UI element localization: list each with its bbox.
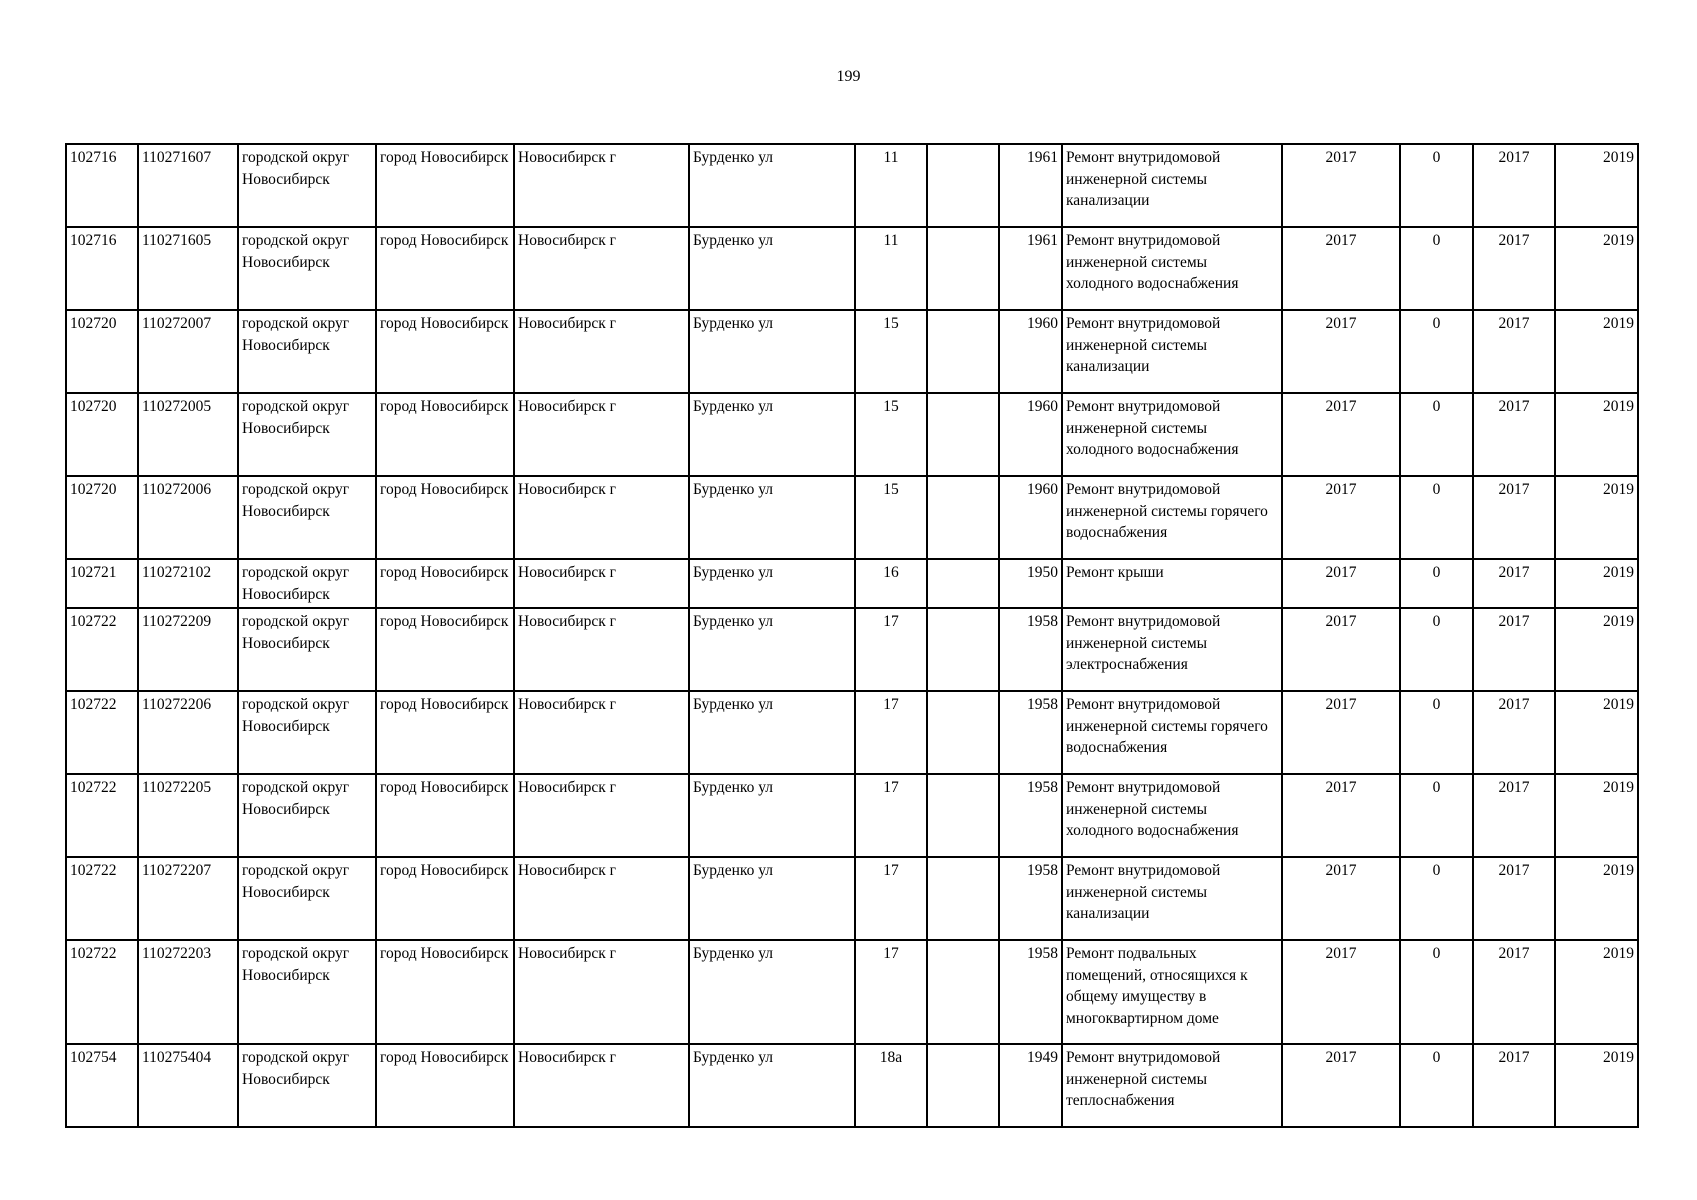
settlement-cell: город Новосибирск bbox=[376, 940, 514, 1044]
settlement-cell: город Новосибирск bbox=[376, 227, 514, 310]
building-cell bbox=[927, 310, 999, 393]
settlement-cell: город Новосибирск bbox=[376, 310, 514, 393]
city-cell: Новосибирск г bbox=[514, 691, 689, 774]
planned-year-cell: 2017 bbox=[1282, 476, 1400, 559]
end-year-cell: 2019 bbox=[1555, 774, 1638, 857]
work-type-cell: Ремонт внутридомовой инженерной системы холодного водоснабжения bbox=[1062, 774, 1282, 857]
street-cell: Бурденко ул bbox=[689, 310, 855, 393]
table-row bbox=[66, 393, 1638, 476]
year-built-cell: 1949 bbox=[999, 1044, 1062, 1127]
street-cell: Бурденко ул bbox=[689, 691, 855, 774]
street-cell: Бурденко ул bbox=[689, 227, 855, 310]
table-row bbox=[66, 144, 1638, 227]
record-id-cell: 102716 bbox=[66, 227, 138, 310]
table-row bbox=[66, 559, 1638, 608]
zero-value-cell: 0 bbox=[1400, 940, 1473, 1044]
street-cell: Бурденко ул bbox=[689, 608, 855, 691]
start-year-cell: 2017 bbox=[1473, 1044, 1555, 1127]
record-id-cell: 102721 bbox=[66, 559, 138, 608]
city-cell: Новосибирск г bbox=[514, 857, 689, 940]
house-number-cell: 16 bbox=[855, 559, 927, 608]
work-code-cell: 110272102 bbox=[138, 559, 238, 608]
street-cell: Бурденко ул bbox=[689, 940, 855, 1044]
start-year-cell: 2017 bbox=[1473, 940, 1555, 1044]
end-year-cell: 2019 bbox=[1555, 940, 1638, 1044]
settlement-cell: город Новосибирск bbox=[376, 774, 514, 857]
work-code-cell: 110271607 bbox=[138, 144, 238, 227]
year-built-cell: 1960 bbox=[999, 476, 1062, 559]
house-number-cell: 11 bbox=[855, 227, 927, 310]
street-cell: Бурденко ул bbox=[689, 774, 855, 857]
city-cell: Новосибирск г bbox=[514, 774, 689, 857]
planned-year-cell: 2017 bbox=[1282, 227, 1400, 310]
registry-table bbox=[65, 143, 1639, 1128]
start-year-cell: 2017 bbox=[1473, 393, 1555, 476]
street-cell: Бурденко ул bbox=[689, 393, 855, 476]
end-year-cell: 2019 bbox=[1555, 310, 1638, 393]
table-row bbox=[66, 691, 1638, 774]
district-cell: городской округ Новосибирск bbox=[238, 476, 376, 559]
year-built-cell: 1958 bbox=[999, 774, 1062, 857]
city-cell: Новосибирск г bbox=[514, 559, 689, 608]
work-type-cell: Ремонт внутридомовой инженерной системы теплоснабжения bbox=[1062, 1044, 1282, 1127]
work-type-cell: Ремонт внутридомовой инженерной системы канализации bbox=[1062, 857, 1282, 940]
district-cell: городской округ Новосибирск bbox=[238, 227, 376, 310]
street-cell: Бурденко ул bbox=[689, 476, 855, 559]
settlement-cell: город Новосибирск bbox=[376, 144, 514, 227]
street-cell: Бурденко ул bbox=[689, 559, 855, 608]
work-type-cell: Ремонт внутридомовой инженерной системы горячего водоснабжения bbox=[1062, 476, 1282, 559]
table-row bbox=[66, 608, 1638, 691]
settlement-cell: город Новосибирск bbox=[376, 608, 514, 691]
work-code-cell: 110272007 bbox=[138, 310, 238, 393]
city-cell: Новосибирск г bbox=[514, 227, 689, 310]
city-cell: Новосибирск г bbox=[514, 144, 689, 227]
street-cell: Бурденко ул bbox=[689, 1044, 855, 1127]
work-code-cell: 110271605 bbox=[138, 227, 238, 310]
house-number-cell: 17 bbox=[855, 691, 927, 774]
house-number-cell: 18а bbox=[855, 1044, 927, 1127]
end-year-cell: 2019 bbox=[1555, 144, 1638, 227]
building-cell bbox=[927, 1044, 999, 1127]
work-code-cell: 110272005 bbox=[138, 393, 238, 476]
page-number: 199 bbox=[836, 68, 861, 85]
district-cell: городской округ Новосибирск bbox=[238, 310, 376, 393]
end-year-cell: 2019 bbox=[1555, 1044, 1638, 1127]
work-code-cell: 110272203 bbox=[138, 940, 238, 1044]
planned-year-cell: 2017 bbox=[1282, 608, 1400, 691]
zero-value-cell: 0 bbox=[1400, 310, 1473, 393]
year-built-cell: 1960 bbox=[999, 310, 1062, 393]
zero-value-cell: 0 bbox=[1400, 559, 1473, 608]
zero-value-cell: 0 bbox=[1400, 857, 1473, 940]
end-year-cell: 2019 bbox=[1555, 691, 1638, 774]
record-id-cell: 102716 bbox=[66, 144, 138, 227]
record-id-cell: 102720 bbox=[66, 393, 138, 476]
settlement-cell: город Новосибирск bbox=[376, 691, 514, 774]
end-year-cell: 2019 bbox=[1555, 608, 1638, 691]
record-id-cell: 102754 bbox=[66, 1044, 138, 1127]
start-year-cell: 2017 bbox=[1473, 774, 1555, 857]
end-year-cell: 2019 bbox=[1555, 857, 1638, 940]
district-cell: городской округ Новосибирск bbox=[238, 1044, 376, 1127]
planned-year-cell: 2017 bbox=[1282, 310, 1400, 393]
city-cell: Новосибирск г bbox=[514, 310, 689, 393]
settlement-cell: город Новосибирск bbox=[376, 476, 514, 559]
start-year-cell: 2017 bbox=[1473, 857, 1555, 940]
building-cell bbox=[927, 691, 999, 774]
table-row bbox=[66, 227, 1638, 310]
work-code-cell: 110275404 bbox=[138, 1044, 238, 1127]
district-cell: городской округ Новосибирск bbox=[238, 608, 376, 691]
end-year-cell: 2019 bbox=[1555, 476, 1638, 559]
district-cell: городской округ Новосибирск bbox=[238, 857, 376, 940]
record-id-cell: 102720 bbox=[66, 310, 138, 393]
street-cell: Бурденко ул bbox=[689, 857, 855, 940]
house-number-cell: 17 bbox=[855, 940, 927, 1044]
district-cell: городской округ Новосибирск bbox=[238, 691, 376, 774]
record-id-cell: 102720 bbox=[66, 476, 138, 559]
building-cell bbox=[927, 940, 999, 1044]
planned-year-cell: 2017 bbox=[1282, 559, 1400, 608]
work-type-cell: Ремонт внутридомовой инженерной системы канализации bbox=[1062, 310, 1282, 393]
district-cell: городской округ Новосибирск bbox=[238, 144, 376, 227]
planned-year-cell: 2017 bbox=[1282, 144, 1400, 227]
zero-value-cell: 0 bbox=[1400, 774, 1473, 857]
table-row bbox=[66, 774, 1638, 857]
city-cell: Новосибирск г bbox=[514, 1044, 689, 1127]
work-code-cell: 110272207 bbox=[138, 857, 238, 940]
work-type-cell: Ремонт внутридомовой инженерной системы электроснабжения bbox=[1062, 608, 1282, 691]
end-year-cell: 2019 bbox=[1555, 393, 1638, 476]
table-row bbox=[66, 857, 1638, 940]
work-type-cell: Ремонт внутридомовой инженерной системы холодного водоснабжения bbox=[1062, 227, 1282, 310]
district-cell: городской округ Новосибирск bbox=[238, 559, 376, 608]
year-built-cell: 1961 bbox=[999, 227, 1062, 310]
record-id-cell: 102722 bbox=[66, 857, 138, 940]
building-cell bbox=[927, 393, 999, 476]
building-cell bbox=[927, 144, 999, 227]
zero-value-cell: 0 bbox=[1400, 476, 1473, 559]
start-year-cell: 2017 bbox=[1473, 691, 1555, 774]
year-built-cell: 1958 bbox=[999, 608, 1062, 691]
house-number-cell: 11 bbox=[855, 144, 927, 227]
house-number-cell: 15 bbox=[855, 393, 927, 476]
year-built-cell: 1958 bbox=[999, 691, 1062, 774]
district-cell: городской округ Новосибирск bbox=[238, 393, 376, 476]
year-built-cell: 1958 bbox=[999, 940, 1062, 1044]
zero-value-cell: 0 bbox=[1400, 227, 1473, 310]
work-type-cell: Ремонт крыши bbox=[1062, 559, 1282, 608]
work-code-cell: 110272206 bbox=[138, 691, 238, 774]
planned-year-cell: 2017 bbox=[1282, 940, 1400, 1044]
settlement-cell: город Новосибирск bbox=[376, 857, 514, 940]
city-cell: Новосибирск г bbox=[514, 608, 689, 691]
settlement-cell: город Новосибирск bbox=[376, 393, 514, 476]
table-row bbox=[66, 1044, 1638, 1127]
city-cell: Новосибирск г bbox=[514, 476, 689, 559]
building-cell bbox=[927, 857, 999, 940]
house-number-cell: 15 bbox=[855, 310, 927, 393]
year-built-cell: 1950 bbox=[999, 559, 1062, 608]
settlement-cell: город Новосибирск bbox=[376, 1044, 514, 1127]
year-built-cell: 1958 bbox=[999, 857, 1062, 940]
building-cell bbox=[927, 476, 999, 559]
house-number-cell: 17 bbox=[855, 774, 927, 857]
work-type-cell: Ремонт внутридомовой инженерной системы холодного водоснабжения bbox=[1062, 393, 1282, 476]
work-code-cell: 110272006 bbox=[138, 476, 238, 559]
record-id-cell: 102722 bbox=[66, 608, 138, 691]
zero-value-cell: 0 bbox=[1400, 144, 1473, 227]
building-cell bbox=[927, 774, 999, 857]
planned-year-cell: 2017 bbox=[1282, 1044, 1400, 1127]
end-year-cell: 2019 bbox=[1555, 559, 1638, 608]
house-number-cell: 17 bbox=[855, 857, 927, 940]
zero-value-cell: 0 bbox=[1400, 1044, 1473, 1127]
district-cell: городской округ Новосибирск bbox=[238, 940, 376, 1044]
table-row bbox=[66, 476, 1638, 559]
city-cell: Новосибирск г bbox=[514, 393, 689, 476]
zero-value-cell: 0 bbox=[1400, 691, 1473, 774]
record-id-cell: 102722 bbox=[66, 774, 138, 857]
street-cell: Бурденко ул bbox=[689, 144, 855, 227]
table-row bbox=[66, 940, 1638, 1044]
record-id-cell: 102722 bbox=[66, 691, 138, 774]
city-cell: Новосибирск г bbox=[514, 940, 689, 1044]
house-number-cell: 15 bbox=[855, 476, 927, 559]
building-cell bbox=[927, 608, 999, 691]
year-built-cell: 1960 bbox=[999, 393, 1062, 476]
building-cell bbox=[927, 559, 999, 608]
zero-value-cell: 0 bbox=[1400, 608, 1473, 691]
work-code-cell: 110272205 bbox=[138, 774, 238, 857]
start-year-cell: 2017 bbox=[1473, 227, 1555, 310]
planned-year-cell: 2017 bbox=[1282, 393, 1400, 476]
planned-year-cell: 2017 bbox=[1282, 857, 1400, 940]
year-built-cell: 1961 bbox=[999, 144, 1062, 227]
start-year-cell: 2017 bbox=[1473, 559, 1555, 608]
start-year-cell: 2017 bbox=[1473, 608, 1555, 691]
settlement-cell: город Новосибирск bbox=[376, 559, 514, 608]
zero-value-cell: 0 bbox=[1400, 393, 1473, 476]
work-code-cell: 110272209 bbox=[138, 608, 238, 691]
work-type-cell: Ремонт внутридомовой инженерной системы канализации bbox=[1062, 144, 1282, 227]
start-year-cell: 2017 bbox=[1473, 310, 1555, 393]
work-type-cell: Ремонт подвальных помещений, относящихся к общему имуществу в многоквартирном доме bbox=[1062, 940, 1282, 1044]
record-id-cell: 102722 bbox=[66, 940, 138, 1044]
building-cell bbox=[927, 227, 999, 310]
house-number-cell: 17 bbox=[855, 608, 927, 691]
end-year-cell: 2019 bbox=[1555, 227, 1638, 310]
start-year-cell: 2017 bbox=[1473, 144, 1555, 227]
district-cell: городской округ Новосибирск bbox=[238, 774, 376, 857]
planned-year-cell: 2017 bbox=[1282, 774, 1400, 857]
planned-year-cell: 2017 bbox=[1282, 691, 1400, 774]
table-row bbox=[66, 310, 1638, 393]
start-year-cell: 2017 bbox=[1473, 476, 1555, 559]
work-type-cell: Ремонт внутридомовой инженерной системы горячего водоснабжения bbox=[1062, 691, 1282, 774]
